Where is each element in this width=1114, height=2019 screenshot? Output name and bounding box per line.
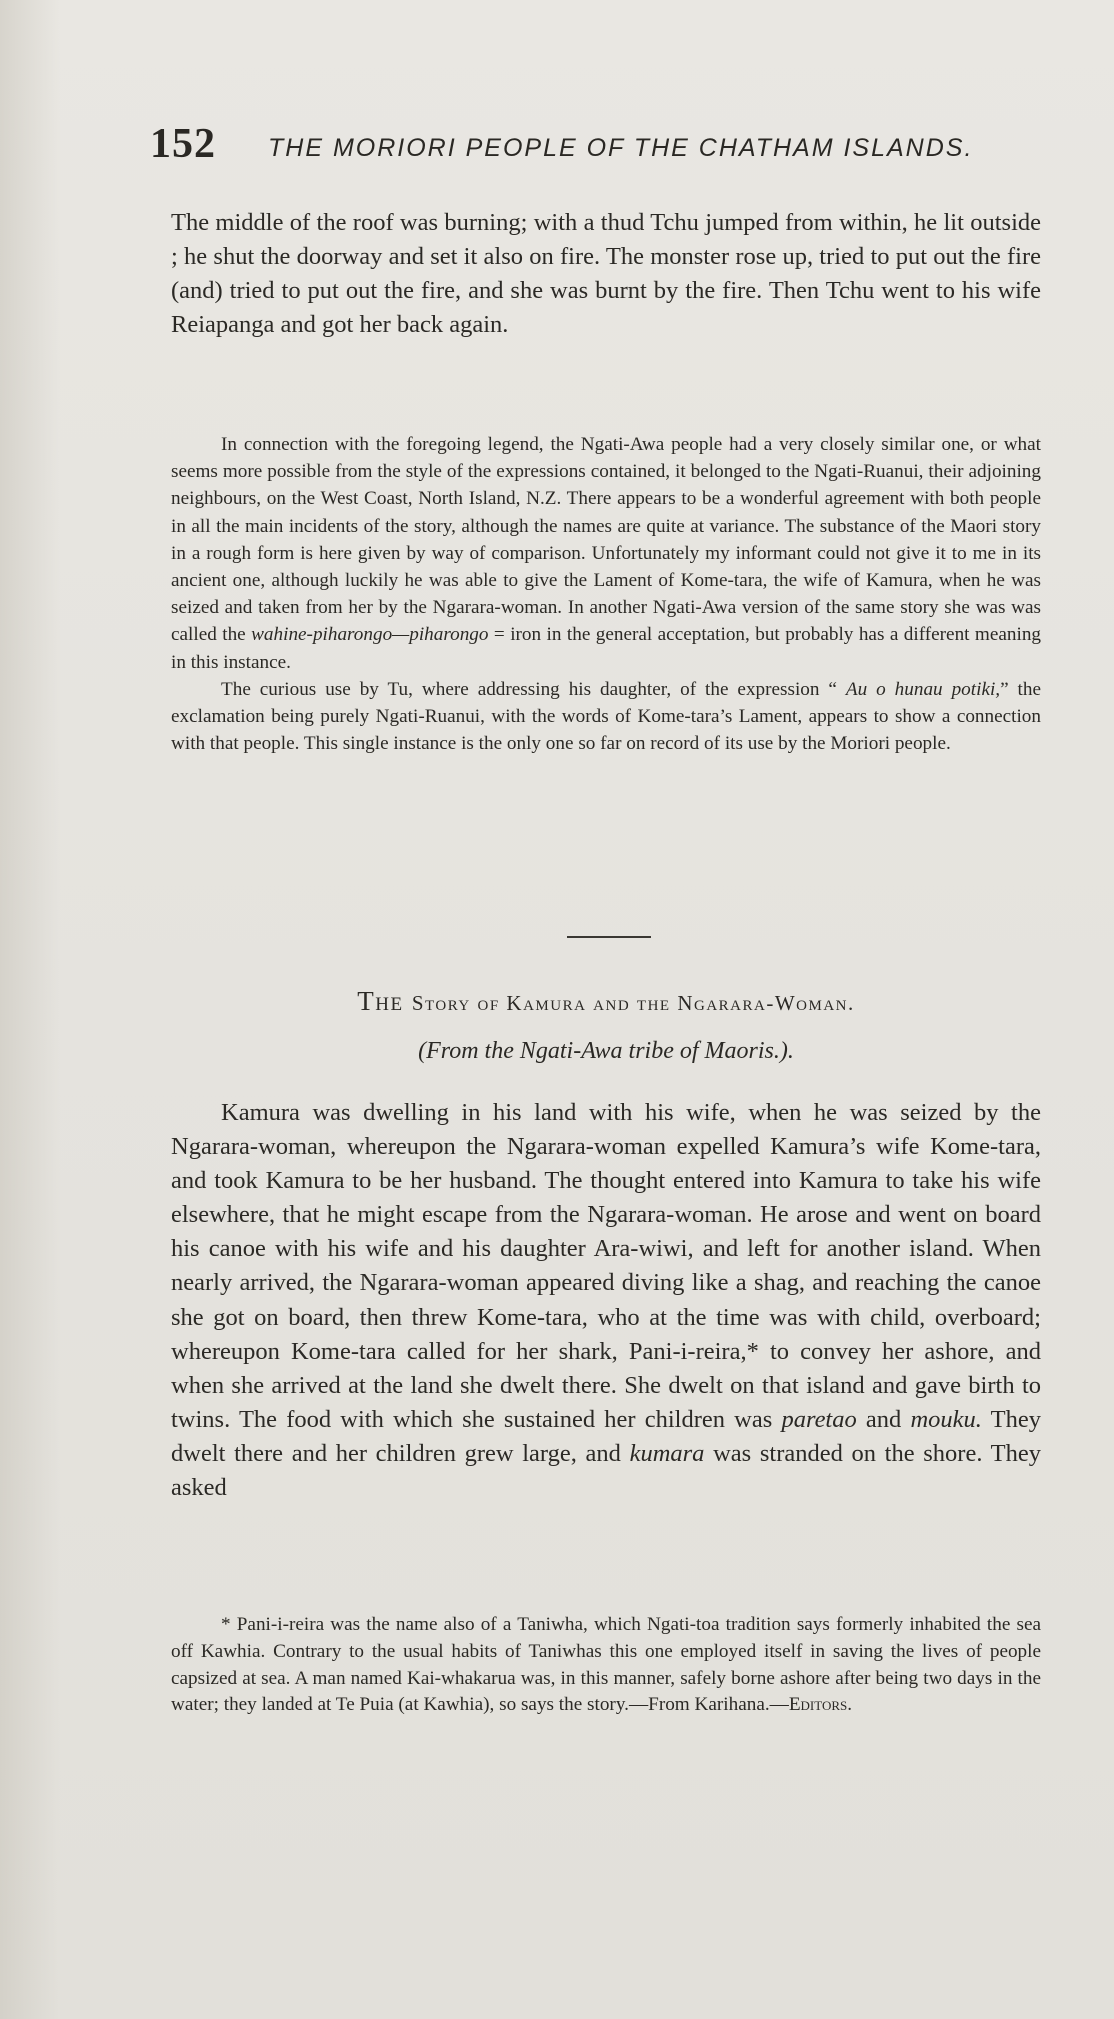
note-text: In connection with the foregoing legend, the Ngati-Awa people had a very closely similar one, or what seems more possible from the style of the expressions contained, it belonged to the Ngati-Ruanui, their adjoining neighbours, on the West Coast, North Island, N.Z. There appears to be a wonderful agreement with both people in all the main incidents of the story, although the names are quite at variance. The substance of the Maori story in a rough form is here given by way of comparison. Unfortunately my informant could not give it to me in its ancient one, although luckily he was able to give the Lament of Kome-tara, the wife of Kamura, when he was seized and taken from her by the Ngarara-woman. In another Ngati-Awa version of the same story she was was called the — [171, 434, 1041, 646]
opening-paragraph: The middle of the roof was burning; with a thud Tchu jumped from within, he lit outside ; he shut the doorway and set it also on fire. The monster rose up, tried to put out the fire (and) tried to put out the fire, and she was burnt by the fire. Then Tchu went to his wife Reiapanga and got her back again. — [171, 209, 1041, 338]
title-part: Story of — [411, 991, 507, 1015]
story-text: and — [856, 1405, 911, 1433]
story-italic-term: kumara — [629, 1439, 705, 1467]
running-title: THE MORIORI PEOPLE OF THE CHATHAM ISLANDS. — [268, 134, 974, 162]
page-number: 152 — [150, 121, 216, 167]
note-paragraph-1 — [171, 431, 1041, 676]
story-italic-term: paretao — [781, 1405, 857, 1433]
note-italic-term: Au o hunau potiki, — [845, 678, 1001, 700]
note-text: = iron in the general acceptation, but probably has a different meaning in this instance. — [171, 624, 1042, 673]
note-italic-term: wahine-piharongo—piharongo — [251, 624, 489, 646]
story-text: Kamura was dwelling in his land with his wife, when he was seized by the Ngarara-woman, whereupon the Ngarara-woman expelled Kamura’s wife Kome-tara, and took Kamura to be her husband. The thought entered into Kamura to take his wife elsewhere, that he might escape from the Ngarara-woman. He arose and went on board his canoe with his wife and his daughter Ara-wiwi, and left for another island. When nearly arrived, the Ngarara-woman appeared diving like a shag, and reaching the canoe she got on board, then threw Kome-tara, who at the time was with child, overboard; whereupon Kome-tara called for her shark, Pani-i-reira,* to convey her ashore, and when she arrived at the land she dwelt there. She dwelt on that island and gave birth to twins. The food with which she sustained her children was — [171, 1099, 1041, 1433]
note-paragraph-2 — [171, 676, 1041, 758]
title-part: Kamura and the — [506, 991, 678, 1015]
story-italic-term: mouku. — [910, 1405, 982, 1433]
story-paragraph — [171, 1096, 1041, 1505]
story-title — [171, 986, 1041, 1017]
story-text: was stranded on the shore. They asked — [171, 1439, 1041, 1502]
page-header — [150, 120, 974, 170]
title-part: Ngarara-Woman. — [677, 991, 855, 1015]
footnote-editors: Editors. — [788, 1694, 853, 1716]
story-subtitle: (From the Ngati-Awa tribe of Maoris.). — [418, 1038, 794, 1064]
editorial-notes — [171, 431, 1041, 757]
note-text: ” the exclamation being purely Ngati-Ruanui, with the words of Kome-tara’s Lament, appears to show a connection with that people. This single instance is the only one so far on record of its use by the Moriori people. — [171, 678, 1041, 755]
page-edge-shadow — [0, 0, 60, 2019]
section-divider-rule — [567, 936, 651, 938]
story-text: They dwelt there and her children grew large, and — [171, 1405, 1042, 1467]
note-text: The curious use by Tu, where addressing his daughter, of the expression “ — [221, 678, 846, 700]
footnote-text: * Pani-i-reira was the name also of a Taniwha, which Ngati-toa tradition says formerly inhabited the sea off Kawhia. Contrary to the usual habits of Taniwhas this one employed itself in saving the lives of people capsized at sea. A man named Kai-whakarua was, in this manner, safely borne ashore after being two days in the water; they landed at Te Puia (at Kawhia), so says the story.—From Karihana.— — [171, 1614, 1041, 1716]
footnote — [171, 1612, 1041, 1719]
title-part: The — [357, 986, 412, 1016]
